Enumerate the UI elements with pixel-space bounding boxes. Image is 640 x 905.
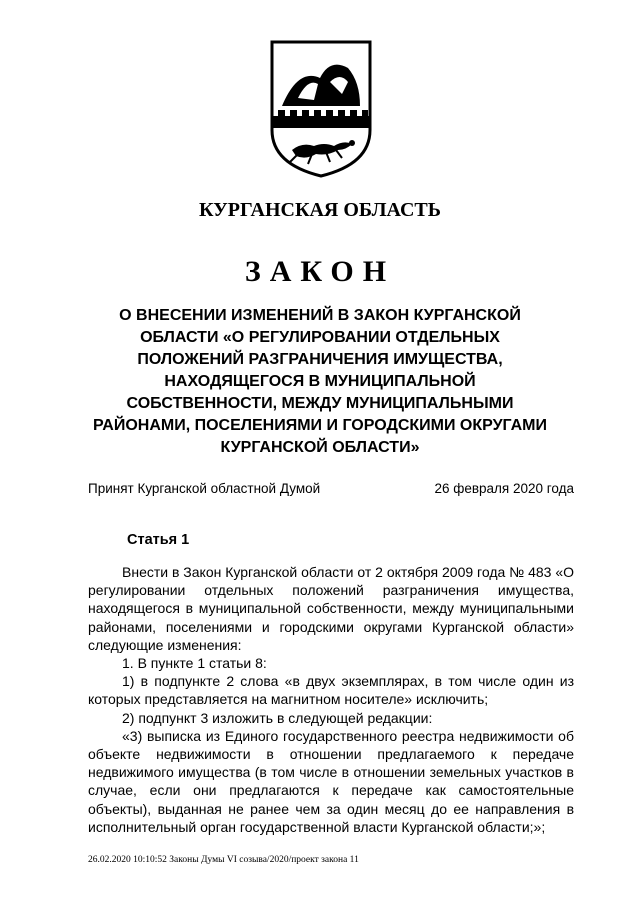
law-title: О ВНЕСЕНИИ ИЗМЕНЕНИЙ В ЗАКОН КУРГАНСКОЙ ОБЛАСТИ «О РЕГУЛИРОВАНИИ ОТДЕЛЬНЫХ ПОЛОЖЕНИЙ РАЗГРАНИЧЕНИЯ ИМУЩЕСТВА, НАХОДЯЩЕГОСЯ В МУНИЦИПАЛЬНОЙ СОБСТВЕННОСТИ, МЕЖДУ МУНИЦИПАЛЬНЫМИ РАЙОНАМИ, ПОСЕЛЕНИЯМИ И ГОРОДСКИМИ ОКРУГАМИ КУРГАНСКОЙ ОБЛАСТИ» — [93, 307, 547, 456]
article-paragraph: 1. В пункте 1 статьи 8: — [122, 655, 267, 672]
article-body — [88, 563, 574, 836]
article-paragraph: Внести в Закон Курганской области от 2 октября 2009 года № 483 «О регулировании отдельных положений разграничения имущества, находящегося в муниципальной собственности, между муниципальными районами, поселениями и городскими округами Курганской области» следующие изменения: — [88, 564, 574, 653]
article-paragraph: 2) подпункт 3 изложить в следующей редакции: — [122, 709, 433, 726]
adopted-by: Принят Курганской областной Думой — [88, 481, 321, 496]
adoption-line — [88, 481, 574, 496]
article-paragraph: «3) выписка из Единого государственного реестра недвижимости об объекте недвижимости в отношении предлагаемого к передаче недвижимого имущества (в том числе в отношении земельных участков в случае, если они предлагаются к передаче как самостоятельные объекты), выданная не ранее чем за один месяц до ее направления в исполнительный орган государственной власти Курганской области;»; — [88, 727, 574, 835]
article-paragraph: 1) в подпункте 2 слова «в двух экземплярах, в том числе один из которых представляется на магнитном носителе» исключить; — [88, 673, 574, 708]
document-type: ЗАКОН — [244, 255, 396, 288]
footer-stamp: 26.02.2020 10:10:52 Законы Думы VI созыва/2020/проект закона 11 — [88, 855, 359, 865]
adoption-date: 26 февраля 2020 года — [434, 481, 574, 496]
coat-of-arms-icon — [268, 38, 374, 180]
region-title: КУРГАНСКАЯ ОБЛАСТЬ — [198, 199, 441, 221]
article-heading: Статья 1 — [127, 532, 190, 548]
